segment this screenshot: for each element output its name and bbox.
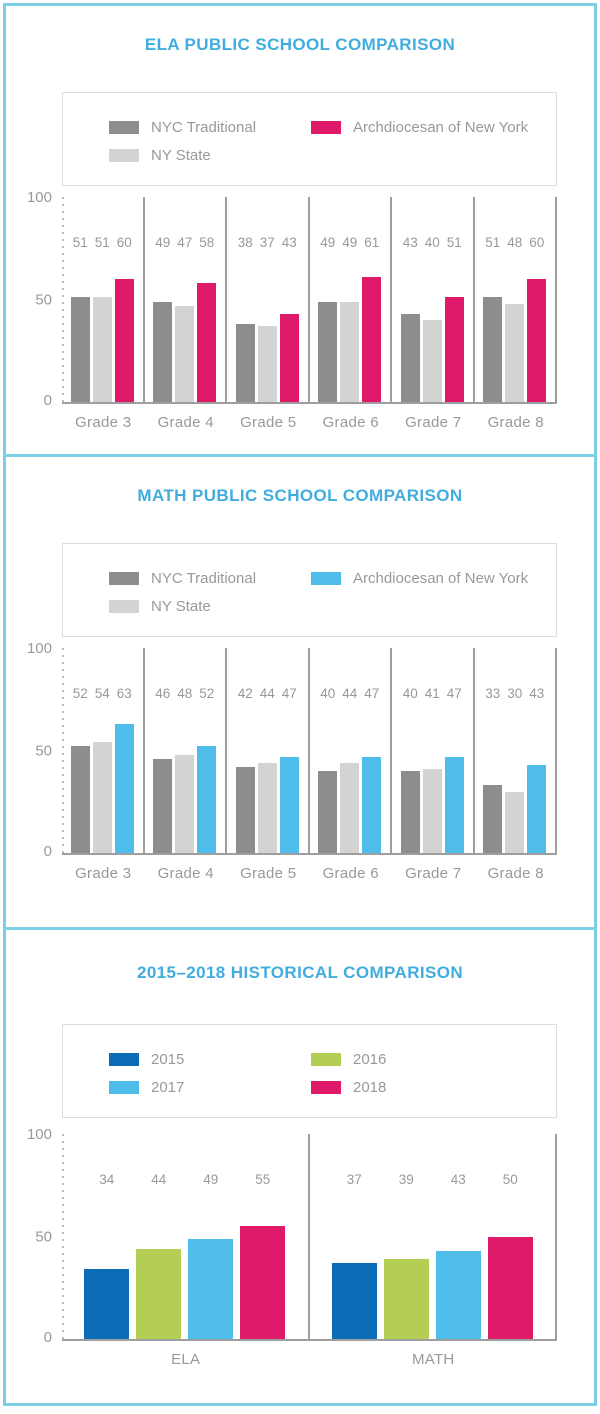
bar-value-label: 51 [446, 235, 462, 250]
bar-value-label: 47 [177, 235, 193, 250]
bar-value-label: 47 [364, 686, 380, 701]
legend-swatch-icon [311, 572, 341, 585]
bar-value-label: 40 [402, 686, 418, 701]
y-tick-label: 50 [35, 1228, 52, 1245]
chart-title: MATH PUBLIC SCHOOL COMPARISON [137, 486, 463, 505]
bar [71, 297, 90, 402]
x-axis-label: Grade 8 [487, 414, 544, 431]
bar [340, 302, 359, 402]
bar-column [197, 648, 216, 853]
y-tick-label: 0 [43, 843, 52, 860]
bar-value-label: 37 [259, 235, 275, 250]
bar-column [197, 197, 216, 402]
x-axis-label: Grade 4 [157, 865, 214, 882]
bar-value-label: 44 [342, 686, 358, 701]
legend-label: NYC Traditional [151, 119, 257, 136]
x-axis-label: ELA [171, 1351, 201, 1368]
legend-label: 2018 [353, 1079, 387, 1096]
bar-column [445, 648, 464, 853]
bar-group [227, 648, 310, 853]
legend-label: NY State [151, 598, 211, 615]
bar-column [384, 1134, 429, 1339]
bar [280, 314, 299, 402]
bar-column [175, 197, 194, 402]
bar-value-label: 60 [116, 235, 132, 250]
bar [84, 1269, 129, 1339]
y-axis [6, 640, 62, 860]
bar [197, 746, 216, 853]
bar [258, 763, 277, 853]
legend-columns [63, 544, 556, 626]
bar-value-label: 44 [259, 686, 275, 701]
bar-column [115, 648, 134, 853]
bar-value-label: 47 [281, 686, 297, 701]
bar-column [340, 648, 359, 853]
bar-column [175, 648, 194, 853]
x-axis-labels [62, 1351, 557, 1368]
math-comparison-panel [3, 454, 597, 930]
bar-group [227, 197, 310, 402]
bar-column [93, 648, 112, 853]
bar-column [362, 197, 381, 402]
legend-item [311, 1051, 386, 1068]
bar-group [310, 1134, 558, 1339]
y-tick-label: 100 [26, 1126, 52, 1143]
bar-column [71, 648, 90, 853]
bar-column [153, 197, 172, 402]
bar [384, 1259, 429, 1339]
legend-swatch-icon [109, 1053, 139, 1066]
bar-value-label: 51 [72, 235, 88, 250]
bar-column [483, 197, 502, 402]
bar-group [475, 197, 558, 402]
bar [258, 326, 277, 402]
legend [62, 92, 557, 186]
chart-title: 2015–2018 HISTORICAL COMPARISON [136, 963, 464, 982]
legend-swatch-icon [109, 572, 139, 585]
bar-value-label: 40 [320, 686, 336, 701]
legend-swatch-icon [311, 1053, 341, 1066]
x-axis-label: Grade 8 [487, 865, 544, 882]
bar-column [71, 197, 90, 402]
legend-columns [63, 1025, 556, 1107]
bar-value-label: 48 [177, 686, 193, 701]
bar [236, 767, 255, 853]
legend-item [311, 1079, 386, 1096]
plot-column [62, 197, 557, 431]
bar [188, 1239, 233, 1339]
bar-group [392, 197, 475, 402]
legend-swatch-icon [311, 121, 341, 134]
bar-column [423, 197, 442, 402]
bar [240, 1226, 285, 1339]
bar-value-label: 52 [72, 686, 88, 701]
legend-item [109, 119, 311, 136]
bar-column [423, 648, 442, 853]
y-tick-label: 100 [26, 640, 52, 657]
ela-comparison-panel [3, 3, 597, 457]
bar-column [236, 648, 255, 853]
x-axis-label: Grade 7 [405, 414, 462, 431]
legend-label: 2015 [151, 1051, 185, 1068]
plot-column [62, 1134, 557, 1368]
bar [153, 759, 172, 853]
bar-value-label: 39 [398, 1172, 414, 1187]
bar-column [236, 197, 255, 402]
bar-column [488, 1134, 533, 1339]
plot-area [62, 197, 557, 404]
bar-value-label: 49 [203, 1172, 219, 1187]
bar-value-label: 33 [485, 686, 501, 701]
legend-swatch-icon [109, 149, 139, 162]
bar [505, 792, 524, 854]
legend-swatch-icon [109, 1081, 139, 1094]
x-axis-label: Grade 3 [75, 414, 132, 431]
x-axis-label: Grade 6 [322, 865, 379, 882]
bar-value-label: 51 [485, 235, 501, 250]
bar-column [340, 197, 359, 402]
bar [236, 324, 255, 402]
bar-value-label: 42 [237, 686, 253, 701]
x-axis-label: Grade 5 [240, 865, 297, 882]
y-axis [6, 1126, 62, 1346]
bar-value-label: 58 [199, 235, 215, 250]
bar [505, 304, 524, 402]
bar [153, 302, 172, 402]
bar-value-label: 49 [320, 235, 336, 250]
bar [401, 771, 420, 853]
historical-comparison-panel [3, 927, 597, 1406]
bar [401, 314, 420, 402]
bar-column [527, 197, 546, 402]
legend-item [109, 1079, 311, 1096]
bar-group [392, 648, 475, 853]
bar [436, 1251, 481, 1339]
bar-column [280, 197, 299, 402]
bar [423, 769, 442, 853]
bar-group [62, 1134, 310, 1339]
legend [62, 543, 557, 637]
bar-column [483, 648, 502, 853]
bar [445, 757, 464, 853]
bar-column [93, 197, 112, 402]
bar-value-label: 44 [151, 1172, 167, 1187]
bar-group [62, 197, 145, 402]
bar [483, 785, 502, 853]
bar-column [136, 1134, 181, 1339]
bar [527, 279, 546, 402]
bar-value-label: 55 [255, 1172, 271, 1187]
bar-column [527, 648, 546, 853]
bar [340, 763, 359, 853]
bar-column [505, 197, 524, 402]
bar-column [153, 648, 172, 853]
bar-column [362, 648, 381, 853]
y-axis [6, 189, 62, 409]
legend-swatch-icon [109, 600, 139, 613]
bar-value-label: 43 [529, 686, 545, 701]
y-tick-label: 50 [35, 291, 52, 308]
bar-group [310, 197, 393, 402]
y-tick-label: 0 [43, 392, 52, 409]
x-axis-label: MATH [411, 1351, 455, 1368]
legend-item [109, 570, 311, 587]
bar-group [475, 648, 558, 853]
legend-item [109, 147, 311, 164]
bar-value-label: 48 [507, 235, 523, 250]
bar-column [318, 197, 337, 402]
legend-swatch-icon [311, 1081, 341, 1094]
legend-item [311, 119, 528, 136]
bar [488, 1237, 533, 1340]
bar-value-label: 50 [502, 1172, 518, 1187]
bar [136, 1249, 181, 1339]
bar-column [188, 1134, 233, 1339]
bar-column [332, 1134, 377, 1339]
legend-item [109, 1051, 311, 1068]
bar-column [436, 1134, 481, 1339]
bar-column [445, 197, 464, 402]
legend-column [109, 570, 311, 626]
x-axis-label: Grade 3 [75, 865, 132, 882]
bar-value-label: 49 [155, 235, 171, 250]
bar-value-label: 30 [507, 686, 523, 701]
bar-value-label: 37 [346, 1172, 362, 1187]
bar-column [505, 648, 524, 853]
y-tick-label: 100 [26, 189, 52, 206]
bar [115, 279, 134, 402]
bar [93, 742, 112, 853]
y-tick-label: 50 [35, 742, 52, 759]
bar-value-label: 40 [424, 235, 440, 250]
bar [527, 765, 546, 853]
bar-value-label: 43 [402, 235, 418, 250]
chart-area [6, 640, 594, 882]
legend [62, 1024, 557, 1118]
bar [175, 755, 194, 853]
bar-value-label: 54 [94, 686, 110, 701]
legend-column [109, 119, 311, 175]
legend-label: 2017 [151, 1079, 185, 1096]
bar-group [310, 648, 393, 853]
legend-label: Archdiocesan of New York [353, 119, 529, 136]
bar [71, 746, 90, 853]
bar-value-label: 46 [155, 686, 171, 701]
bar-value-label: 47 [446, 686, 462, 701]
legend-columns [63, 93, 556, 175]
bar [93, 297, 112, 402]
bar-column [258, 197, 277, 402]
bar-column [318, 648, 337, 853]
x-axis-label: Grade 6 [322, 414, 379, 431]
x-axis-label: Grade 5 [240, 414, 297, 431]
chart-title: ELA PUBLIC SCHOOL COMPARISON [144, 35, 456, 54]
bar [445, 297, 464, 402]
bar [318, 302, 337, 402]
bar-column [401, 648, 420, 853]
bar [423, 320, 442, 402]
x-axis-label: Grade 7 [405, 865, 462, 882]
bar [318, 771, 337, 853]
bar [280, 757, 299, 853]
bar [197, 283, 216, 402]
bar-value-label: 52 [199, 686, 215, 701]
bar-column [240, 1134, 285, 1339]
bar-value-label: 49 [342, 235, 358, 250]
bar-column [258, 648, 277, 853]
legend-swatch-icon [109, 121, 139, 134]
legend-label: NYC Traditional [151, 570, 257, 587]
bar-column [84, 1134, 129, 1339]
legend-label: 2016 [353, 1051, 387, 1068]
report-page [0, 3, 600, 1414]
bar-value-label: 43 [450, 1172, 466, 1187]
y-tick-label: 0 [43, 1329, 52, 1346]
bar [332, 1263, 377, 1339]
bar-value-label: 63 [116, 686, 132, 701]
chart-area [6, 1126, 594, 1368]
legend-column [311, 119, 528, 175]
legend-label: Archdiocesan of New York [353, 570, 529, 587]
plot-column [62, 648, 557, 882]
bar-value-label: 61 [364, 235, 380, 250]
legend-column [109, 1051, 311, 1107]
chart-area [6, 189, 594, 431]
x-axis-label: Grade 4 [157, 414, 214, 431]
bar [115, 724, 134, 853]
legend-item [109, 598, 311, 615]
x-axis-labels [62, 865, 557, 882]
bar-value-label: 51 [94, 235, 110, 250]
bar [175, 306, 194, 402]
bar-group [145, 197, 228, 402]
legend-column [311, 1051, 386, 1107]
bar [483, 297, 502, 402]
plot-area [62, 648, 557, 855]
plot-area [62, 1134, 557, 1341]
bar-group [62, 648, 145, 853]
bar [362, 757, 381, 853]
legend-column [311, 570, 528, 626]
bar-value-label: 60 [529, 235, 545, 250]
bar-value-label: 38 [237, 235, 253, 250]
bar-value-label: 34 [99, 1172, 115, 1187]
bar-value-label: 41 [424, 686, 440, 701]
bar [362, 277, 381, 402]
bar-value-label: 43 [281, 235, 297, 250]
legend-item [311, 570, 528, 587]
legend-label: NY State [151, 147, 211, 164]
bar-column [401, 197, 420, 402]
bar-column [280, 648, 299, 853]
bar-group [145, 648, 228, 853]
bar-column [115, 197, 134, 402]
x-axis-labels [62, 414, 557, 431]
